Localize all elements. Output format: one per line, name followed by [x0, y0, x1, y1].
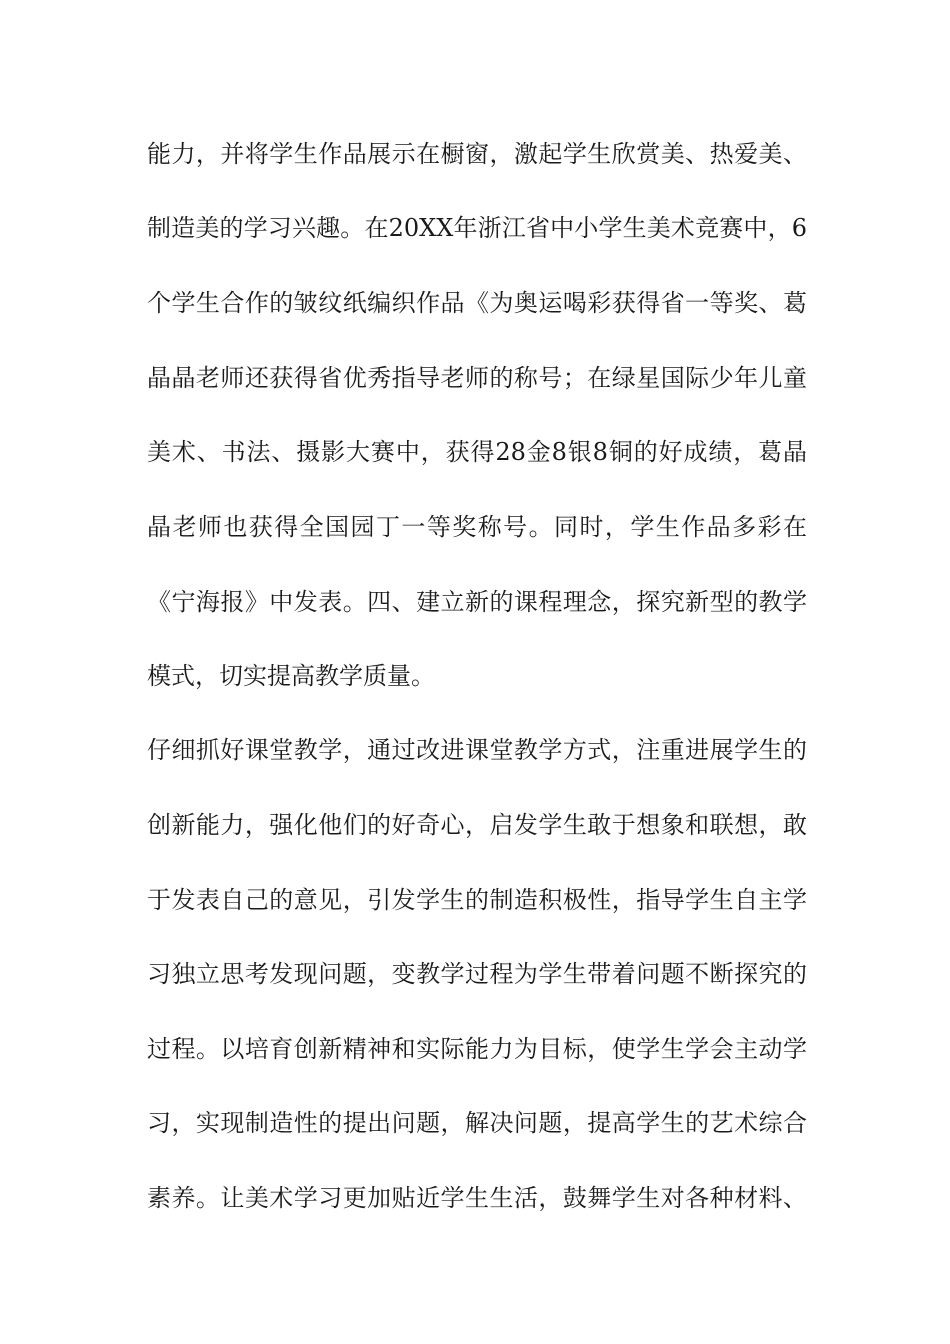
text-line: 创新能力，强化他们的好奇心，启发学生敢于想象和联想，敢	[147, 811, 807, 839]
text-line: 素养。让美术学习更加贴近学生生活，鼓舞学生对各种材料、	[147, 1184, 807, 1212]
text-line: 《宁海报》中发表。四、建立新的课程理念，探究新型的教学	[147, 588, 807, 616]
text-line: 能力，并将学生作品展示在橱窗，激起学生欣赏美、热爱美、	[147, 140, 807, 168]
text-line: 于发表自己的意见，引发学生的制造积极性，指导学生自主学	[147, 886, 807, 914]
text-line: 个学生合作的皱纹纸编织作品《为奥运喝彩获得省一等奖、葛	[147, 289, 807, 317]
text-line: 晶老师也获得全国园丁一等奖称号。同时，学生作品多彩在	[147, 513, 807, 541]
text-line: 仔细抓好课堂教学，通过改进课堂教学方式，注重进展学生的	[147, 736, 807, 764]
text-line: 制造美的学习兴趣。在20XX年浙江省中小学生美术竞赛中，6	[147, 214, 807, 242]
text-line: 模式，切实提高教学质量。	[147, 662, 435, 690]
text-line: 习，实现制造性的提出问题，解决问题，提高学生的艺术综合	[147, 1109, 807, 1137]
text-line: 晶晶老师还获得省优秀指导老师的称号；在绿星国际少年儿童	[147, 364, 807, 392]
text-line: 美术、书法、摄影大赛中，获得28金8银8铜的好成绩，葛晶	[147, 438, 807, 466]
text-line: 习独立思考发现问题，变教学过程为学生带着问题不断探究的	[147, 960, 807, 988]
text-line: 过程。以培育创新精神和实际能力为目标，使学生学会主动学	[147, 1035, 807, 1063]
